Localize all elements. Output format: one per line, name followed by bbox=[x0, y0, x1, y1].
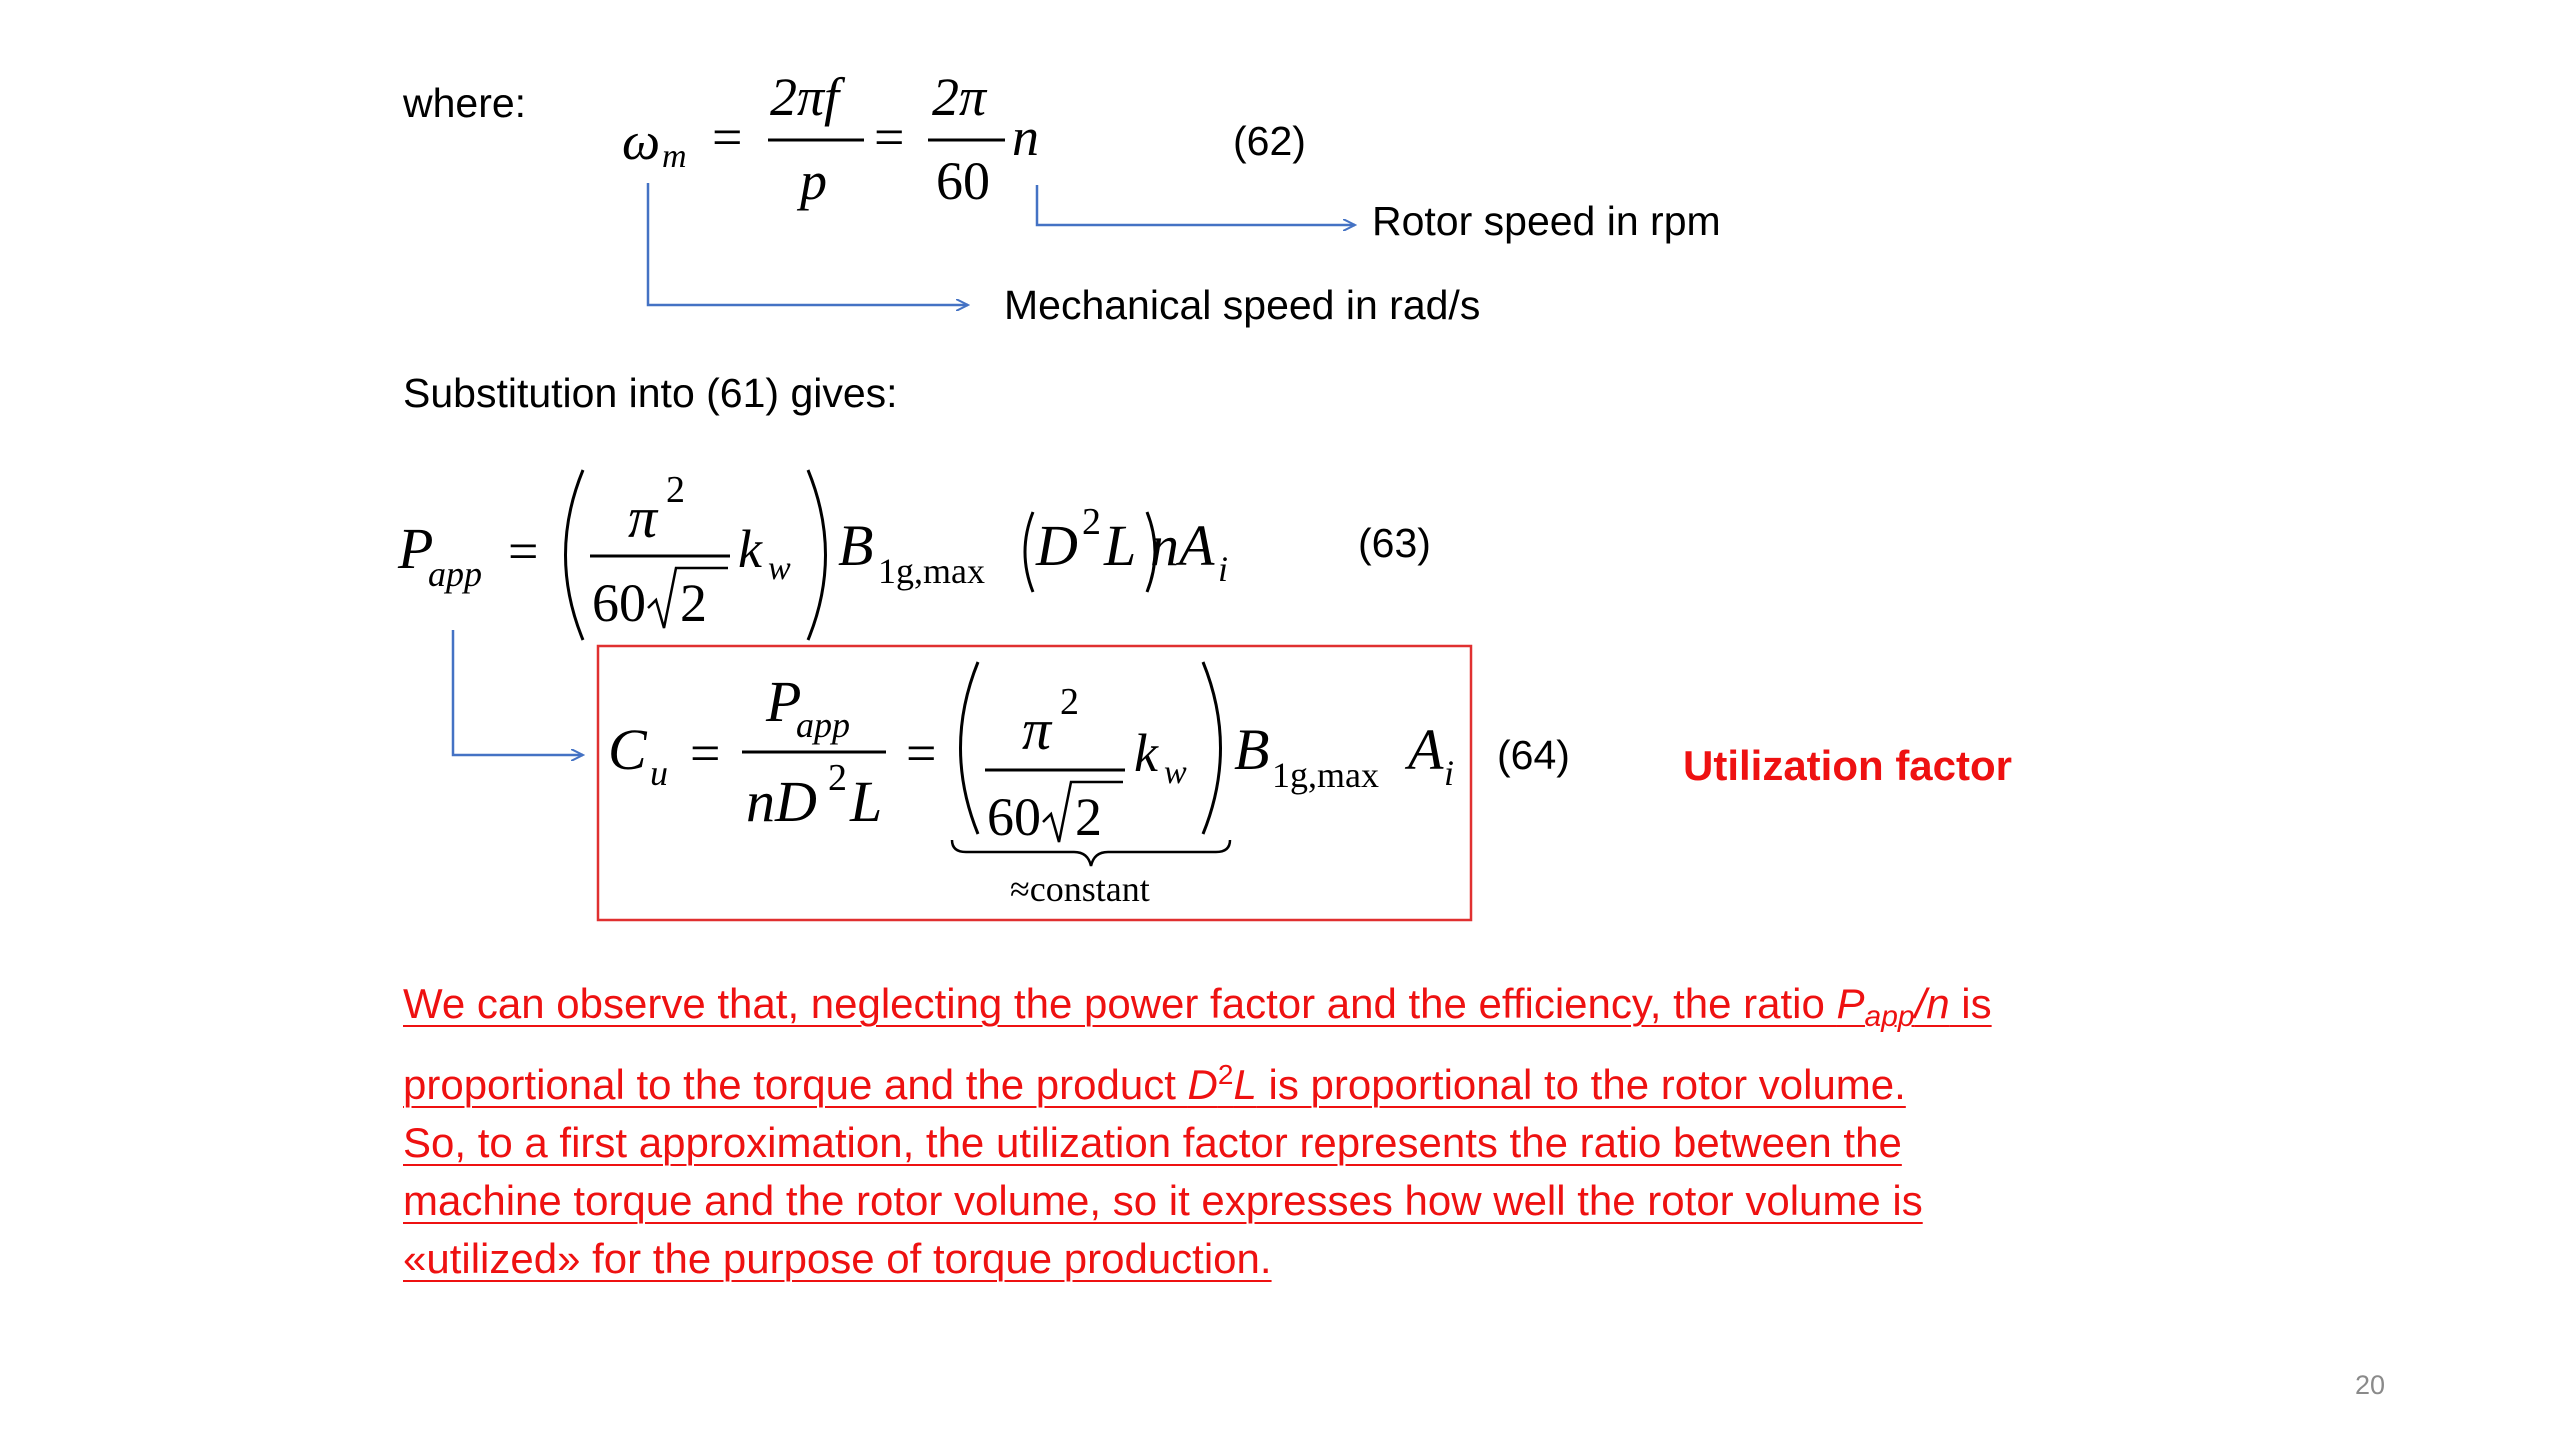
where-label: where: bbox=[403, 80, 527, 126]
eq64-constant-note: ≈constant bbox=[1010, 869, 1150, 909]
eq64-den-exp: 2 bbox=[828, 757, 847, 799]
eq63-B: B bbox=[838, 513, 874, 578]
eq64-paren-right bbox=[1203, 662, 1221, 834]
eq63-equals: = bbox=[508, 521, 539, 581]
eq63-number: (63) bbox=[1358, 520, 1431, 566]
eq62-frac1-num: 2πf bbox=[770, 67, 840, 127]
eq64-equals1: = bbox=[690, 723, 721, 783]
eq62-n: n bbox=[1012, 107, 1039, 167]
eq62-omega-sub: m bbox=[662, 138, 687, 175]
eq64-pi-exp: 2 bbox=[1060, 681, 1079, 723]
eq63-paren-left bbox=[566, 470, 584, 640]
eq64-equals2: = bbox=[906, 723, 937, 783]
substitution-label: Substitution into (61) gives: bbox=[403, 370, 898, 416]
eq64-C: C bbox=[608, 717, 647, 782]
eq62-number: (62) bbox=[1233, 118, 1306, 164]
eq63-D: D bbox=[1036, 513, 1078, 578]
eq63-k: k bbox=[738, 519, 762, 579]
rotor-speed-label: Rotor speed in rpm bbox=[1372, 198, 1721, 244]
eq64-num-sub: app bbox=[796, 705, 850, 745]
eq64-den-60: 60 bbox=[987, 787, 1041, 847]
eq63-P-sub: app bbox=[428, 554, 482, 594]
page-number: 20 bbox=[2355, 1370, 2386, 1400]
eq64-C-sub: u bbox=[650, 753, 668, 793]
eq62-frac2-den: 60 bbox=[936, 151, 990, 211]
eq64-A-sub: i bbox=[1444, 753, 1455, 793]
eq63-paren2-left bbox=[1025, 512, 1033, 592]
para-line-5: «utilized» for the purpose of torque production. bbox=[403, 1235, 1272, 1282]
para-line-3: So, to a first approximation, the utilization factor represents the ratio between the bbox=[403, 1119, 1902, 1166]
eq63-den-2: 2 bbox=[680, 573, 707, 633]
eq64-pi: π bbox=[1022, 697, 1052, 762]
eq64-k-sub: w bbox=[1164, 754, 1187, 791]
eq64-num-P: P bbox=[766, 669, 802, 734]
para-line-2: proportional to the torque and the product $D^2L$ is proportional to the rotor volume. bbox=[403, 1059, 1906, 1108]
eq63-nA: nA bbox=[1150, 513, 1215, 578]
rotor-speed-arrow bbox=[1037, 185, 1355, 225]
eq64-paren-left bbox=[961, 662, 979, 834]
eq62-equals1: = bbox=[712, 107, 743, 167]
eq63-pi-exp: 2 bbox=[666, 469, 685, 511]
eq63-pi: π bbox=[628, 485, 658, 550]
eq64-den-L: L bbox=[850, 769, 883, 834]
eq63-A-sub: i bbox=[1218, 549, 1229, 589]
para-line-4: machine torque and the rotor volume, so it expresses how well the rotor volume is bbox=[403, 1177, 1923, 1224]
eq64-number: (64) bbox=[1497, 732, 1570, 778]
eq63-D-exp: 2 bbox=[1082, 501, 1101, 543]
eq62-frac1-den: p bbox=[800, 151, 827, 211]
eq63-L: L bbox=[1104, 513, 1137, 578]
mech-speed-label: Mechanical speed in rad/s bbox=[1004, 282, 1481, 328]
para-line-1: We can observe that, neglecting the power factor and the efficiency, the ratio Papp/n is bbox=[403, 980, 1992, 1033]
eq64-den-2: 2 bbox=[1075, 787, 1102, 847]
eq64-A: A bbox=[1408, 717, 1444, 782]
eq62-equals2: = bbox=[874, 107, 905, 167]
eq63-den-60: 60 bbox=[592, 573, 646, 633]
eq64-B-sub: 1g,max bbox=[1272, 755, 1379, 795]
explanation-paragraph bbox=[403, 975, 2223, 1288]
eq64-B: B bbox=[1234, 717, 1270, 782]
eq62-omega: ω bbox=[622, 111, 661, 171]
eq63-B-sub: 1g,max bbox=[878, 551, 985, 591]
eq63-paren-right bbox=[808, 470, 826, 640]
eq64-k: k bbox=[1134, 723, 1158, 783]
papp-to-cu-arrow bbox=[453, 630, 583, 755]
eq63-P: P bbox=[398, 516, 434, 581]
eq63-k-sub: w bbox=[768, 550, 791, 587]
eq64-den-nD: nD bbox=[746, 769, 817, 834]
eq62-frac2-num: 2π bbox=[932, 67, 987, 127]
utilization-factor-title: Utilization factor bbox=[1683, 742, 2013, 789]
